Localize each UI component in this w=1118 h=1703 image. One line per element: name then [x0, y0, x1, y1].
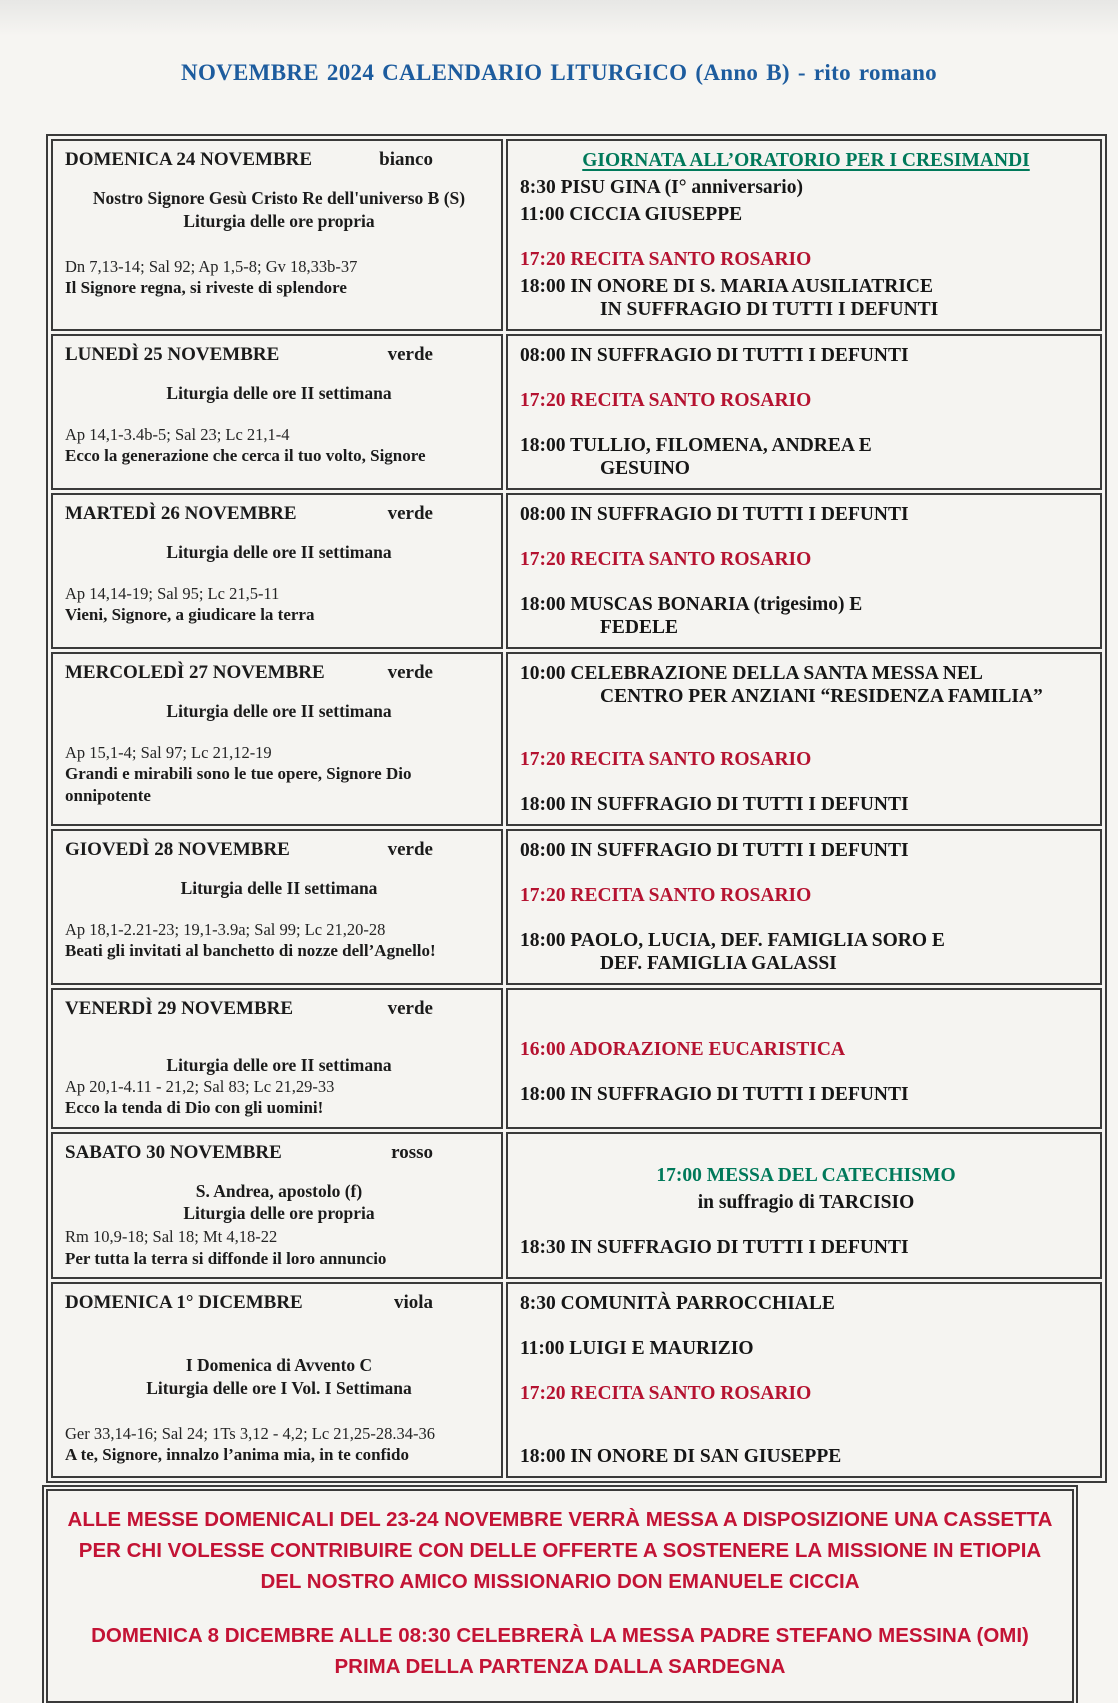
- event-line: 18:00 PAOLO, LUCIA, DEF. FAMIGLIA SORO E DEF. FAMIGLIA GALASSI: [520, 929, 1092, 975]
- events-cell: [506, 1282, 1102, 1478]
- liturgy-line: Nostro Signore Gesù Cristo Re dell'universo B (S): [92, 188, 466, 208]
- day-name: DOMENICA 24 NOVEMBRE: [65, 149, 313, 170]
- event-line: 17:20 RECITA SANTO ROSARIO: [520, 390, 812, 411]
- liturgical-calendar-table: [46, 134, 1107, 1483]
- liturgical-color: rosso: [391, 1141, 433, 1163]
- event-line: 08:00 IN SUFFRAGIO DI TUTTI I DEFUNTI: [520, 504, 909, 525]
- readings-line: Ap 20,1-4.11 - 21,2; Sal 83; Lc 21,29-33: [65, 1076, 335, 1096]
- event-line-continuation: FEDELE: [600, 617, 679, 638]
- responsorial-line: Beati gli invitati al banchetto di nozze dell’Agnello!: [65, 941, 436, 961]
- day-name: VENERDÌ 29 NOVEMBRE: [65, 998, 294, 1019]
- liturgy-line: Liturgia delle ore II settimana: [166, 542, 392, 562]
- calendar-row: [51, 1132, 1102, 1279]
- event-line: 11:00 LUIGI E MAURIZIO: [520, 1338, 754, 1359]
- event-line: 18:00 IN SUFFRAGIO DI TUTTI I DEFUNTI: [520, 1084, 909, 1105]
- calendar-row: [51, 139, 1102, 331]
- calendar-row: [51, 1282, 1102, 1478]
- event-line: 10:00 CELEBRAZIONE DELLA SANTA MESSA NEL CENTRO PER ANZIANI “RESIDENZA FAMILIA”: [520, 662, 1092, 708]
- day-header: [65, 344, 493, 366]
- liturgical-color: verde: [387, 503, 433, 524]
- event-line: 08:00 IN SUFFRAGIO DI TUTTI I DEFUNTI: [520, 345, 909, 366]
- calendar-row: [51, 652, 1102, 826]
- liturgy-line: S. Andrea, apostolo (f): [195, 1180, 363, 1201]
- readings-line: Ap 14,1-3.4b-5; Sal 23; Lc 21,1-4: [65, 424, 290, 444]
- event-line-continuation: IN SUFFRAGIO DI TUTTI I DEFUNTI: [600, 299, 939, 320]
- event-line: GIORNATA ALL’ORATORIO PER I CRESIMANDI: [582, 150, 1030, 171]
- event-line: 18:00 TULLIO, FILOMENA, ANDREA E GESUINO: [520, 434, 1092, 480]
- events-cell: [506, 334, 1102, 490]
- calendar-row: [51, 988, 1102, 1129]
- liturgical-color: verde: [387, 662, 433, 683]
- day-info-cell: [51, 493, 503, 649]
- day-name: MARTEDÌ 26 NOVEMBRE: [65, 503, 297, 524]
- events-cell: [506, 493, 1102, 649]
- day-header: [65, 839, 493, 861]
- notice-paragraph-2: [56, 1621, 1064, 1683]
- day-header: [65, 662, 493, 684]
- notice-paragraph-2-line-1: DOMENICA 8 DICEMBRE ALLE 08:30 CELEBRERÀ LA MESSA PADRE STEFANO MESSINA (OMI): [91, 1624, 1029, 1648]
- responsorial-line: Il Signore regna, si riveste di splendore: [65, 278, 347, 298]
- day-header: [65, 1292, 493, 1314]
- calendar-row: [51, 334, 1102, 490]
- event-line: 08:00 IN SUFFRAGIO DI TUTTI I DEFUNTI: [520, 840, 909, 861]
- event-line-continuation: DEF. FAMIGLIA GALASSI: [600, 953, 837, 974]
- readings-line: Ger 33,14-16; Sal 24; 1Ts 3,12 - 4,2; Lc 21,25-28.34-36: [65, 1423, 436, 1443]
- day-info-cell: [51, 1282, 503, 1478]
- responsorial-line: Grandi e mirabili sono le tue opere, Signore Dio onnipotente: [65, 764, 412, 805]
- liturgy-lines: [65, 877, 493, 900]
- event-line: 8:30 COMUNITÀ PARROCCHIALE: [520, 1293, 835, 1314]
- liturgical-color: verde: [387, 998, 433, 1019]
- liturgy-lines: [65, 1054, 493, 1077]
- liturgy-lines: [65, 1180, 493, 1226]
- day-info-cell: [51, 652, 503, 826]
- liturgical-color: verde: [387, 344, 433, 365]
- events-cell: [506, 652, 1102, 826]
- responsorial-line: Ecco la tenda di Dio con gli uomini!: [65, 1098, 324, 1118]
- event-line-continuation: GESUINO: [600, 458, 690, 479]
- day-info-cell: [51, 988, 503, 1129]
- liturgy-lines: [65, 541, 493, 564]
- notice-box: [46, 1489, 1074, 1703]
- day-info-cell: [51, 829, 503, 985]
- event-line: 17:20 RECITA SANTO ROSARIO: [520, 249, 812, 270]
- day-info-cell: [51, 1132, 503, 1279]
- notice-paragraph-1: ALLE MESSE DOMENICALI DEL 23-24 NOVEMBRE VERRÀ MESSA A DISPOSIZIONE UNA CASSETTA PER CHI VOLESSE CONTRIBUIRE CON DELLE OFFERTE A SOSTENERE LA MISSIONE IN ETIOPIA DEL NOSTRO AMICO MISSIONARIO DON EMANUELE CICCIA: [67, 1508, 1053, 1593]
- liturgy-lines: [65, 1354, 493, 1400]
- event-line: 18:30 IN SUFFRAGIO DI TUTTI I DEFUNTI: [520, 1236, 909, 1258]
- liturgical-color: bianco: [379, 149, 433, 170]
- event-line: 18:00 MUSCAS BONARIA (trigesimo) E FEDELE: [520, 593, 1092, 639]
- event-line: 11:00 CICCIA GIUSEPPE: [520, 204, 743, 225]
- event-line: 17:20 RECITA SANTO ROSARIO: [520, 749, 812, 770]
- event-line: in suffragio di TARCISIO: [697, 1191, 915, 1213]
- event-line: 8:30 PISU GINA (I° anniversario): [520, 177, 803, 198]
- liturgy-lines: [65, 187, 493, 233]
- event-line: 18:00 IN SUFFRAGIO DI TUTTI I DEFUNTI: [520, 794, 909, 815]
- events-cell: [506, 988, 1102, 1129]
- liturgy-line: Liturgia delle ore propria: [183, 210, 375, 231]
- day-name: DOMENICA 1° DICEMBRE: [65, 1292, 303, 1313]
- day-header: [65, 503, 493, 525]
- day-info-cell: [51, 334, 503, 490]
- events-cell: [506, 1132, 1102, 1279]
- liturgy-line: Liturgia delle ore II settimana: [166, 383, 392, 403]
- liturgy-lines: [65, 382, 493, 405]
- calendar-rows: [51, 139, 1102, 1478]
- events-cell: [506, 829, 1102, 985]
- event-line: 17:20 RECITA SANTO ROSARIO: [520, 549, 812, 570]
- liturgy-line: Liturgia delle ore II settimana: [166, 701, 392, 721]
- liturgy-line: Liturgia delle II settimana: [180, 878, 378, 898]
- calendar-row: [51, 829, 1102, 985]
- events-cell: [506, 139, 1102, 331]
- calendar-row: [51, 493, 1102, 649]
- event-line: 17:20 RECITA SANTO ROSARIO: [520, 1383, 812, 1404]
- event-line: 17:00 MESSA DEL CATECHISMO: [656, 1164, 956, 1186]
- day-name: SABATO 30 NOVEMBRE: [65, 1141, 282, 1163]
- liturgy-line: I Domenica di Avvento C: [185, 1355, 373, 1375]
- notice-paragraph-2-line-2: PRIMA DELLA PARTENZA DALLA SARDEGNA: [334, 1655, 786, 1678]
- readings-line: Ap 14,14-19; Sal 95; Lc 21,5-11: [65, 583, 280, 603]
- responsorial-line: Vieni, Signore, a giudicare la terra: [65, 605, 315, 625]
- event-line: 17:20 RECITA SANTO ROSARIO: [520, 885, 812, 906]
- readings-line: Rm 10,9-18; Sal 18; Mt 4,18-22: [65, 1227, 278, 1247]
- readings-line: Ap 15,1-4; Sal 97; Lc 21,12-19: [65, 742, 272, 762]
- liturgy-line: Liturgia delle ore propria: [183, 1203, 375, 1224]
- day-header: [65, 149, 493, 171]
- liturgy-line: Liturgia delle ore II settimana: [166, 1055, 392, 1075]
- day-header: [65, 998, 493, 1020]
- liturgy-lines: [65, 700, 493, 723]
- day-name: LUNEDÌ 25 NOVEMBRE: [65, 344, 280, 365]
- liturgical-color: verde: [387, 839, 433, 860]
- event-line: 16:00 ADORAZIONE EUCARISTICA: [520, 1039, 846, 1060]
- responsorial-line: A te, Signore, innalzo l’anima mia, in te confido: [65, 1445, 409, 1465]
- readings-line: Ap 18,1-2.21-23; 19,1-3.9a; Sal 99; Lc 21,20-28: [65, 919, 386, 939]
- day-name: MERCOLEDÌ 27 NOVEMBRE: [65, 662, 325, 683]
- readings-line: Dn 7,13-14; Sal 92; Ap 1,5-8; Gv 18,33b-37: [65, 256, 358, 276]
- responsorial-line: Per tutta la terra si diffonde il loro annuncio: [65, 1248, 387, 1268]
- liturgical-color: viola: [393, 1292, 433, 1313]
- liturgy-line: Liturgia delle ore I Vol. I Settimana: [146, 1377, 412, 1398]
- event-line-continuation: CENTRO PER ANZIANI “RESIDENZA FAMILIA”: [600, 686, 1043, 707]
- day-info-cell: [51, 139, 503, 331]
- day-header: [65, 1142, 493, 1164]
- responsorial-line: Ecco la generazione che cerca il tuo volto, Signore: [65, 446, 426, 466]
- event-line: 18:00 IN ONORE DI SAN GIUSEPPE: [520, 1446, 842, 1467]
- day-name: GIOVEDÌ 28 NOVEMBRE: [65, 839, 290, 860]
- event-line: 18:00 IN ONORE DI S. MARIA AUSILIATRICE IN SUFFRAGIO DI TUTTI I DEFUNTI: [520, 275, 1092, 321]
- page-title: NOVEMBRE 2024 CALENDARIO LITURGICO (Anno B) - rito romano: [181, 60, 937, 85]
